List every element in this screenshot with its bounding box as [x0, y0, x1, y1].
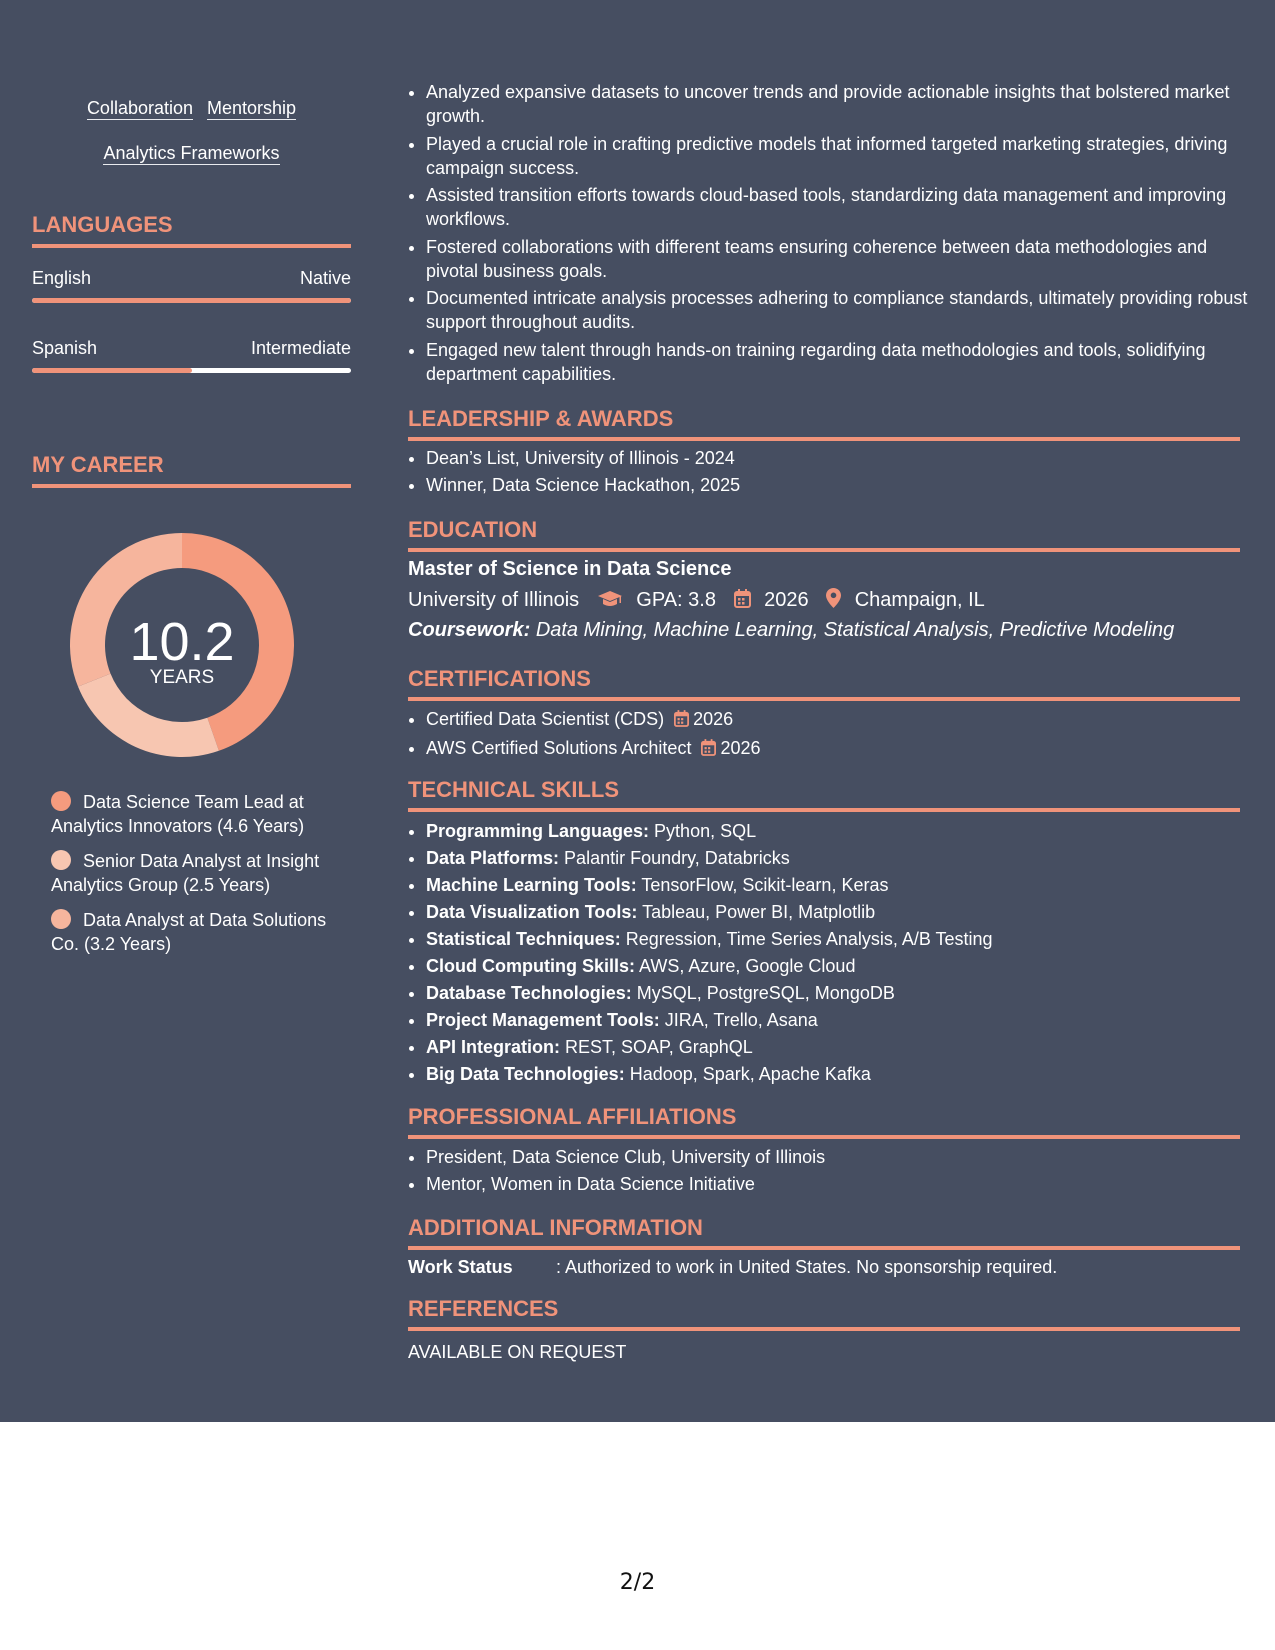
language-name: English [32, 268, 92, 288]
career-legend-label: Data Science Team Lead at Analytics Innovators (4.6 Years) [51, 792, 305, 836]
language-proficiency-fill [32, 298, 351, 303]
work-status-value: : Authorized to work in United States. No sponsorship required. [556, 1257, 1058, 1277]
skill-category: Cloud Computing Skills: [426, 956, 635, 976]
work-status-label: Work Status [408, 1257, 513, 1277]
experience-bullet: • Analyzed expansive datasets to uncover trends and provide actionable insights that bolstered market growth. [426, 80, 1258, 128]
skill-values: Palantir Foundry, Databricks [564, 848, 790, 868]
skill-values: Python, SQL [654, 821, 757, 841]
skill-category: Statistical Techniques: [426, 929, 621, 949]
career-heading: MY CAREER [32, 452, 351, 488]
graduation-cap-icon [597, 590, 623, 614]
skill-item [426, 1034, 1258, 1061]
location-pin-icon [826, 588, 841, 614]
skill-values: Tableau, Power BI, Matplotlib [642, 902, 876, 922]
language-name: Spanish [32, 338, 98, 358]
technical-skills-heading: TECHNICAL SKILLS [408, 777, 1240, 812]
skill-category: Programming Languages: [426, 821, 650, 841]
calendar-icon [734, 589, 751, 614]
language-proficiency-bar [32, 368, 351, 373]
coursework-label: Coursework: [408, 619, 531, 641]
skill-category: Big Data Technologies: [426, 1064, 625, 1084]
affiliation-item: • President, Data Science Club, University of Illinois [426, 1144, 1258, 1171]
coursework-list: Data Mining, Machine Learning, Statistical Analysis, Predictive Modeling [535, 619, 1175, 641]
experience-bullet: • Played a crucial role in crafting predictive models that informed targeted marketing strategies, driving campaign success. [426, 132, 1258, 180]
certification-year: 2026 [693, 709, 734, 729]
page-number: 2/2 [619, 1570, 656, 1595]
languages-heading: LANGUAGES [32, 212, 351, 248]
affiliations-list [408, 1144, 1258, 1198]
career-donut-chart [67, 530, 297, 760]
graduation-year: 2026 [764, 589, 809, 611]
experience-bullets [408, 80, 1258, 389]
technical-skills-list [408, 818, 1258, 1088]
gpa: GPA: 3.8 [636, 589, 716, 611]
language-english [32, 268, 351, 303]
leadership-item: • Dean’s List, University of Illinois - 2024 [426, 445, 1258, 472]
skill-item [426, 872, 1258, 899]
skill-category: Data Platforms: [426, 848, 560, 868]
skill-item [426, 980, 1258, 1007]
language-level: Native [299, 268, 351, 288]
school-name: University of Illinois [408, 589, 580, 611]
skill-category: Machine Learning Tools: [426, 875, 637, 895]
leadership-list [408, 445, 1258, 499]
skill-item [426, 1007, 1258, 1034]
references-text: AVAILABLE ON REQUEST [408, 1342, 627, 1362]
skill-item [426, 818, 1258, 845]
skill-values: MySQL, PostgreSQL, MongoDB [636, 983, 895, 1003]
education-heading: EDUCATION [408, 517, 1240, 552]
skill-item [426, 899, 1258, 926]
calendar-icon [674, 708, 689, 735]
career-total-years: 10.2 [129, 612, 235, 672]
skill-values: Hadoop, Spark, Apache Kafka [629, 1064, 871, 1084]
references-heading: REFERENCES [408, 1296, 1240, 1331]
certification-name: Certified Data Scientist (CDS) [426, 709, 665, 729]
skill-item [426, 845, 1258, 872]
skill-category: Database Technologies: [426, 983, 632, 1003]
skill-values: TensorFlow, Scikit-learn, Keras [641, 875, 889, 895]
coursework [408, 619, 1174, 642]
skill-category: Project Management Tools: [426, 1010, 660, 1030]
certifications-heading: CERTIFICATIONS [408, 666, 1240, 701]
language-proficiency-bar [32, 298, 351, 303]
career-total-unit: YEARS [149, 667, 215, 688]
skill-category: Data Visualization Tools: [426, 902, 638, 922]
career-legend-label: Data Analyst at Data Solutions Co. (3.2 Years) [51, 910, 327, 954]
career-legend-item [51, 908, 341, 956]
experience-bullet: • Engaged new talent through hands-on training regarding data methodologies and tools, solidifying department capabilities. [426, 338, 1258, 386]
legend-dot-icon [51, 850, 71, 870]
career-legend-item [51, 790, 341, 838]
language-spanish [32, 338, 351, 373]
certification-item [426, 706, 1258, 735]
affiliations-heading: PROFESSIONAL AFFILIATIONS [408, 1104, 1240, 1139]
language-proficiency-fill [32, 368, 192, 373]
career-legend-item [51, 849, 341, 897]
legend-dot-icon [51, 791, 71, 811]
skill-item [426, 926, 1258, 953]
certifications-list [408, 706, 1258, 764]
skill-category: API Integration: [426, 1037, 560, 1057]
education-details [408, 588, 985, 614]
career-legend [51, 790, 341, 967]
experience-bullet: • Assisted transition efforts towards cloud-based tools, standardizing data management and improving workflows. [426, 183, 1258, 231]
certification-year: 2026 [720, 738, 761, 758]
leadership-item: • Winner, Data Science Hackathon, 2025 [426, 472, 1258, 499]
degree-title: Master of Science in Data Science [408, 558, 732, 580]
legend-dot-icon [51, 909, 71, 929]
leadership-heading: LEADERSHIP & AWARDS [408, 406, 1240, 441]
certification-name: AWS Certified Solutions Architect [426, 738, 692, 758]
skill-tag: Mentorship [207, 98, 297, 118]
experience-bullet: • Documented intricate analysis processes adhering to compliance standards, ultimately providing robust support throughout audits. [426, 286, 1258, 334]
skill-values: REST, SOAP, GraphQL [565, 1037, 753, 1057]
school-location: Champaign, IL [854, 589, 985, 611]
skill-tag: Collaboration [86, 98, 194, 118]
affiliation-item: • Mentor, Women in Data Science Initiative [426, 1171, 1258, 1198]
skill-values: Regression, Time Series Analysis, A/B Testing [625, 929, 993, 949]
career-legend-label: Senior Data Analyst at Insight Analytics Group (2.5 Years) [51, 851, 320, 895]
work-status [408, 1257, 1057, 1278]
calendar-icon [701, 737, 716, 764]
experience-bullet: • Fostered collaborations with different teams ensuring coherence between data methodologies and pivotal business goals. [426, 235, 1258, 283]
skill-values: AWS, Azure, Google Cloud [639, 956, 856, 976]
certification-item [426, 735, 1258, 764]
skill-values: JIRA, Trello, Asana [664, 1010, 818, 1030]
skill-item [426, 1061, 1258, 1088]
skill-tag: Analytics Frameworks [103, 143, 280, 163]
language-level: Intermediate [250, 338, 351, 358]
skill-tags [32, 86, 351, 176]
additional-info-heading: ADDITIONAL INFORMATION [408, 1215, 1240, 1250]
skill-item [426, 953, 1258, 980]
